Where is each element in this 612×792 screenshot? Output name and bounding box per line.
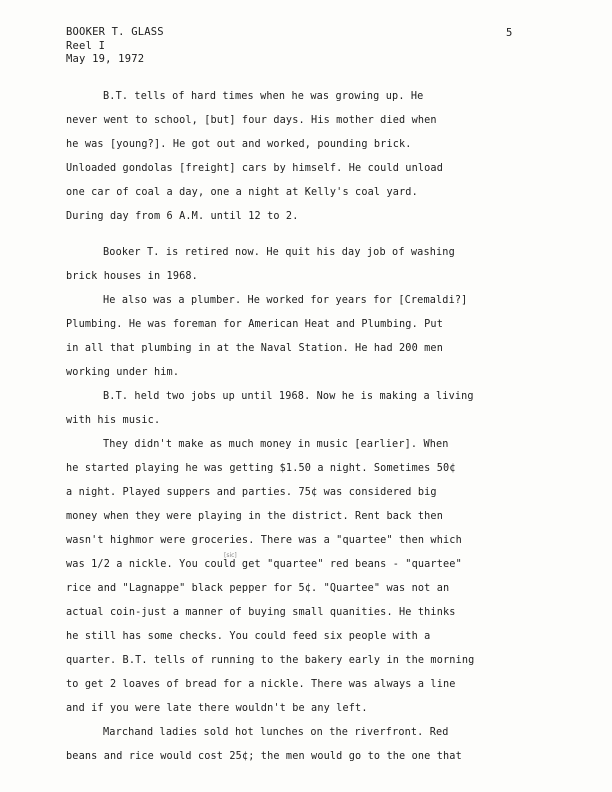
text-line: never went to school, [but] four days. His mother died when	[66, 115, 437, 126]
text-line: one car of coal a day, one a night at Kelly's coal yard.	[66, 187, 418, 198]
text-line: and if you were late there wouldn't be any left.	[66, 703, 368, 714]
reel-label: Reel I	[66, 39, 106, 52]
text-line: quarter. B.T. tells of running to the bakery early in the morning	[66, 655, 475, 666]
text-line: Plumbing. He was foreman for American Heat and Plumbing. Put	[66, 319, 444, 330]
page-number: 5	[506, 27, 513, 39]
text-line: B.T. tells of hard times when he was growing up. He	[103, 91, 424, 102]
text-line: wasn't highmor were groceries. There was a "quartee" then which	[66, 535, 462, 546]
text-line: During day from 6 A.M. until 12 to 2.	[66, 211, 299, 222]
text-line: a night. Played suppers and parties. 75¢ was considered big	[66, 487, 437, 498]
interviewee-name: BOOKER T. GLASS	[66, 26, 164, 38]
text-line: beans and rice would cost 25¢; the men would go to the one that	[66, 751, 462, 762]
text-line: Marchand ladies sold hot lunches on the riverfront. Red	[103, 727, 449, 738]
text-line: to get 2 loaves of bread for a nickle. There was always a line	[66, 679, 456, 690]
text-line: money when they were playing in the district. Rent back then	[66, 511, 444, 522]
document-header	[66, 26, 164, 67]
text-line: he was [young?]. He got out and worked, pounding brick.	[66, 139, 412, 150]
text-line: actual coin-just a manner of buying small quanities. He thinks	[66, 607, 456, 618]
text-line: working under him.	[66, 367, 180, 378]
text-line: in all that plumbing in at the Naval Station. He had 200 men	[66, 343, 444, 354]
handwritten-insert-note: [sic]	[224, 552, 237, 559]
text-line: was 1/2 a nickle. You could get "quartee" red beans - "quartee"	[66, 559, 462, 570]
text-line: Booker T. is retired now. He quit his day job of washing	[103, 247, 455, 258]
text-line: rice and "Lagnappe" black pepper for 5¢. "Quartee" was not an	[66, 583, 450, 594]
interview-date: May 19, 1972	[66, 53, 145, 65]
text-line: he started playing he was getting $1.50 a night. Sometimes 50¢	[66, 463, 456, 474]
text-line: B.T. held two jobs up until 1968. Now he is making a living	[103, 391, 474, 402]
text-line: They didn't make as much money in music [earlier]. When	[103, 439, 449, 450]
text-line: with his music.	[66, 415, 161, 426]
text-line: brick houses in 1968.	[66, 271, 198, 282]
text-line: he still has some checks. You could feed six people with a	[66, 631, 431, 642]
text-line: He also was a plumber. He worked for years for [Cremaldi?]	[103, 295, 468, 306]
text-line: Unloaded gondolas [freight] cars by himself. He could unload	[66, 163, 444, 174]
